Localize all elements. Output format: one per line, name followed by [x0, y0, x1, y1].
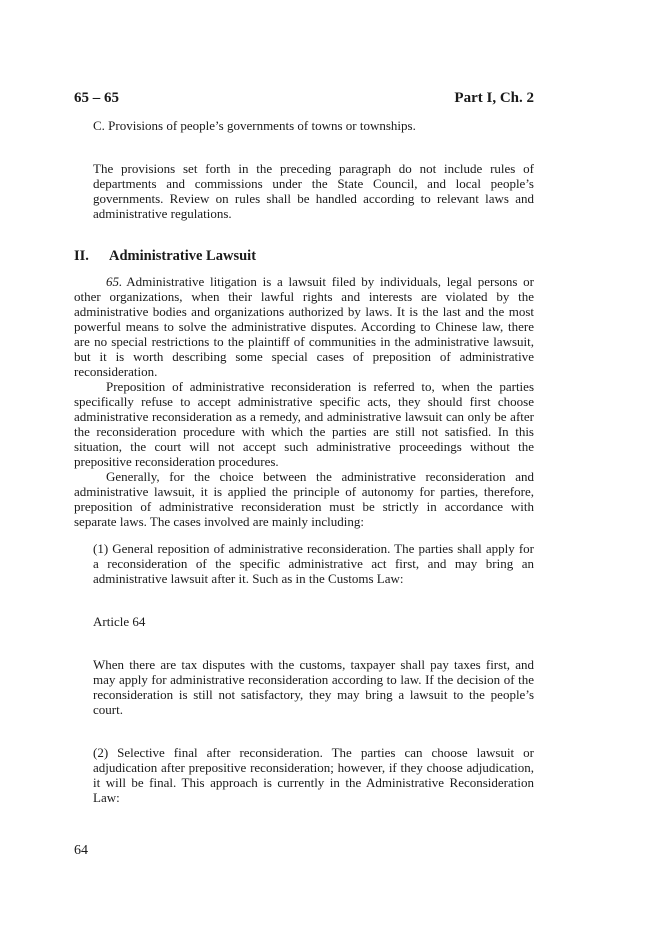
quote-article-heading: Article 64 [93, 614, 146, 629]
header-paragraph-range: 65 – 65 [74, 90, 119, 106]
provisions-paragraph: The provisions set forth in the preceding paragraph do not include rules of departments and commissions under the State Council, and local people’s governments. Review on rules shall be handled according to relevant laws and administrative regulations. [93, 161, 534, 221]
running-header [74, 88, 534, 108]
paragraph-generally: Generally, for the choice between the administrative reconsideration and administrative lawsuit, it is applied the principle of autonomy for parties, therefore, preposition of administrative reconsideration must be strictly in accordance with separate laws. The cases involved are mainly including: [74, 469, 534, 529]
section-heading [74, 247, 534, 265]
page-number: 64 [74, 843, 88, 858]
item-c: C. Provisions of people’s governments of towns or townships. [93, 118, 416, 133]
quote-article-text: When there are tax disputes with the customs, taxpayer shall pay taxes first, and may apply for administrative reconsideration according to law. If the decision of the reconsideration is still not satisfactory, they may bring a lawsuit to the people’s court. [93, 657, 534, 717]
body-text [74, 274, 534, 529]
paragraph-65-text: Administrative litigation is a lawsuit filed by individuals, legal persons or other organizations, when their lawful rights and interests are violated by the administrative bodies and organizations authorized by laws. It is the last and the most powerful means to solve the administrative disputes. According to Chinese law, there are no special restrictions to the plaintiff of communities in the administrative lawsuit, but it is worth describing some special cases of preposition of administrative reconsideration. [74, 274, 534, 379]
quote-item-1: (1) General reposition of administrative reconsideration. The parties shall apply for a reconsideration of the specific administrative act first, and may bring an administrative lawsuit after it. Such as in the Customs Law: [93, 541, 534, 586]
paragraph-65 [74, 274, 534, 379]
paragraph-preposition: Preposition of administrative reconsideration is referred to, when the parties specifically refuse to accept administrative specific acts, they should first choose administrative reconsideration as a remedy, and administrative lawsuit can only be after the reconsideration procedure with which the parties are still not satisfied. In this situation, the court will not accept such administrative proceedings without the prepositive reconsideration procedures. [74, 379, 534, 469]
header-chapter: Part I, Ch. 2 [454, 90, 534, 106]
section-number: II. [74, 248, 89, 264]
quote-item-2: (2) Selective final after reconsideration. The parties can choose lawsuit or adjudication after prepositive reconsideration; however, if they choose adjudication, it will be final. This approach is currently in the Administrative Reconsideration Law: [93, 745, 534, 805]
document-page [74, 88, 534, 805]
section-title: Administrative Lawsuit [109, 248, 257, 264]
paragraph-number: 65. [106, 274, 123, 289]
